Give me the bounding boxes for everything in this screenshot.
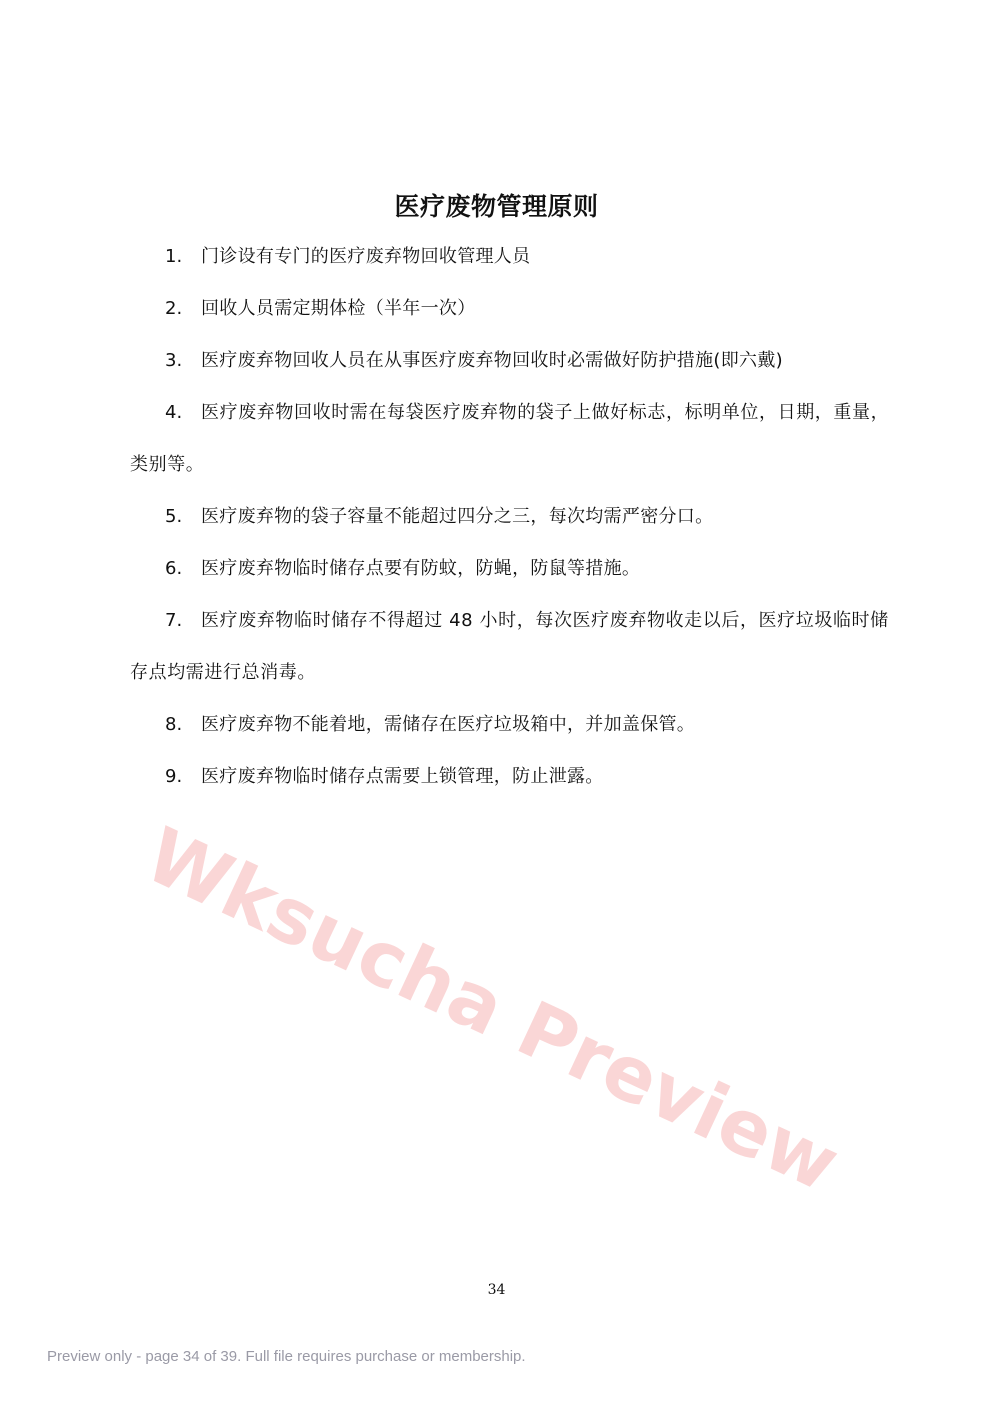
list-item bbox=[130, 387, 905, 491]
item-text: 门诊设有专门的医疗废弃物回收管理人员 bbox=[201, 246, 531, 267]
item-number: 2. bbox=[165, 298, 183, 319]
list-item bbox=[130, 231, 905, 283]
item-text: 医疗废弃物的袋子容量不能超过四分之三，每次均需严密分口。 bbox=[201, 506, 714, 527]
list-item bbox=[130, 335, 905, 387]
item-text: 医疗废弃物临时储存不得超过 48 小时，每次医疗废弃物收走以后，医疗垃圾临时储存点均需进行总消毒。 bbox=[130, 610, 889, 683]
list-item bbox=[130, 283, 905, 335]
page-title: 医疗废物管理原则 bbox=[394, 192, 599, 221]
list-item bbox=[130, 491, 905, 543]
item-number: 7. bbox=[165, 610, 183, 631]
item-text: 医疗废弃物回收时需在每袋医疗废弃物的袋子上做好标志，标明单位，日期，重量，类别等。 bbox=[130, 402, 890, 475]
item-number: 4. bbox=[165, 402, 183, 423]
item-number: 3. bbox=[165, 350, 183, 371]
list-item bbox=[130, 751, 905, 803]
preview-footer-note: Preview only - page 34 of 39. Full file requires purchase or membership. bbox=[47, 1348, 526, 1365]
list-item bbox=[130, 699, 905, 751]
page-number: 34 bbox=[487, 1282, 506, 1298]
item-number: 8. bbox=[165, 714, 183, 735]
item-text: 医疗废弃物不能着地，需储存在医疗垃圾箱中，并加盖保管。 bbox=[201, 714, 696, 735]
item-number: 9. bbox=[165, 766, 183, 787]
preview-watermark: Wksucha Preview bbox=[132, 810, 853, 1209]
item-text: 医疗废弃物临时储存点需要上锁管理，防止泄露。 bbox=[201, 766, 604, 787]
item-number: 5. bbox=[165, 506, 183, 527]
list-item bbox=[130, 595, 905, 699]
item-text: 回收人员需定期体检（半年一次） bbox=[201, 298, 476, 319]
item-text: 医疗废弃物回收人员在从事医疗废弃物回收时必需做好防护措施(即六戴) bbox=[201, 350, 783, 371]
item-number: 1. bbox=[165, 246, 183, 267]
item-number: 6. bbox=[165, 558, 183, 579]
item-text: 医疗废弃物临时储存点要有防蚊，防蝇，防鼠等措施。 bbox=[201, 558, 641, 579]
list-item bbox=[130, 543, 905, 595]
